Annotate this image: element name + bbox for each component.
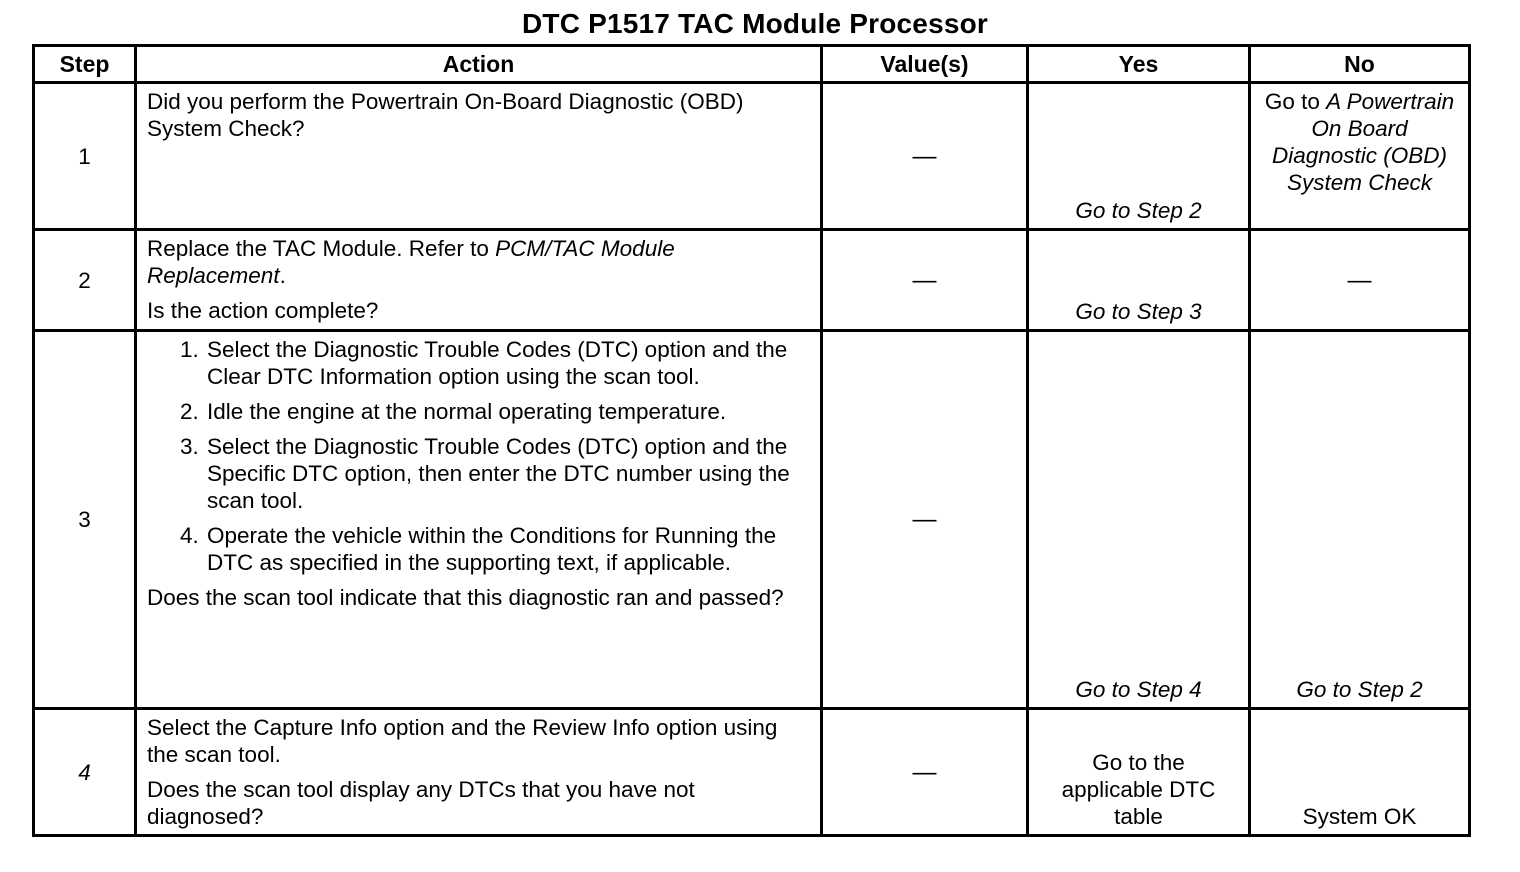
no-cell: Go to Step 2 xyxy=(1250,331,1470,709)
yes-cell: Go to Step 4 xyxy=(1028,331,1250,709)
action-question: Does the scan tool indicate that this diagnostic ran and passed? xyxy=(147,585,784,610)
header-yes: Yes xyxy=(1028,46,1250,83)
no-cell: System OK xyxy=(1250,709,1470,836)
list-item: 3. Select the Diagnostic Trouble Codes (DTC) option and the Specific DTC option, then enter the DTC number using the scan tool. xyxy=(205,433,810,514)
diagnostic-table xyxy=(32,44,1471,837)
table-header-row xyxy=(34,46,1470,83)
action-text: Did you perform the Powertrain On-Board Diagnostic (OBD) System Check? xyxy=(147,89,744,141)
yes-cell: Go to Step 3 xyxy=(1028,230,1250,331)
action-cell xyxy=(136,83,822,230)
action-suffix: . xyxy=(279,263,286,288)
table-row xyxy=(34,83,1470,230)
value-cell: — xyxy=(822,331,1028,709)
header-action: Action xyxy=(136,46,822,83)
action-question: Does the scan tool display any DTCs that you have not diagnosed? xyxy=(147,777,695,829)
header-no: No xyxy=(1250,46,1470,83)
table-row xyxy=(34,230,1470,331)
action-cell xyxy=(136,230,822,331)
action-text: Select the Capture Info option and the Review Info option using the scan tool. xyxy=(147,715,778,767)
yes-cell: Go to the applicable DTC table xyxy=(1028,709,1250,836)
list-item: 2. Idle the engine at the normal operating temperature. xyxy=(205,398,810,425)
action-steps-list xyxy=(147,336,810,576)
header-step: Step xyxy=(34,46,136,83)
value-cell: — xyxy=(822,230,1028,331)
action-cell xyxy=(136,331,822,709)
no-cell: — xyxy=(1250,230,1470,331)
value-cell: — xyxy=(822,709,1028,836)
action-text xyxy=(147,235,810,289)
table-row xyxy=(34,331,1470,709)
action-reference: PCM/TAC Module Replacement xyxy=(147,236,675,288)
page-title: DTC P1517 TAC Module Processor xyxy=(521,8,989,39)
value-cell: — xyxy=(822,83,1028,230)
action-question: Is the action complete? xyxy=(147,298,379,323)
action-prefix: Replace the TAC Module. Refer to xyxy=(147,236,496,261)
step-number: 2 xyxy=(34,230,136,331)
step-number: 4 xyxy=(34,709,136,836)
list-item: 4. Operate the vehicle within the Conditions for Running the DTC as specified in the supporting text, if applicable. xyxy=(205,522,810,576)
no-cell xyxy=(1250,83,1470,230)
no-reference: A Powertrain On Board Diagnostic (OBD) System Check xyxy=(1271,89,1455,195)
table-row xyxy=(34,709,1470,836)
header-values: Value(s) xyxy=(822,46,1028,83)
yes-cell: Go to Step 2 xyxy=(1028,83,1250,230)
no-text: Go to A Powertrain On Board Diagnostic (OBD) System Check xyxy=(1264,89,1455,195)
action-cell xyxy=(136,709,822,836)
step-number: 3 xyxy=(34,331,136,709)
list-item: 1. Select the Diagnostic Trouble Codes (DTC) option and the Clear DTC Information option using the scan tool. xyxy=(205,336,810,390)
step-number: 1 xyxy=(34,83,136,230)
